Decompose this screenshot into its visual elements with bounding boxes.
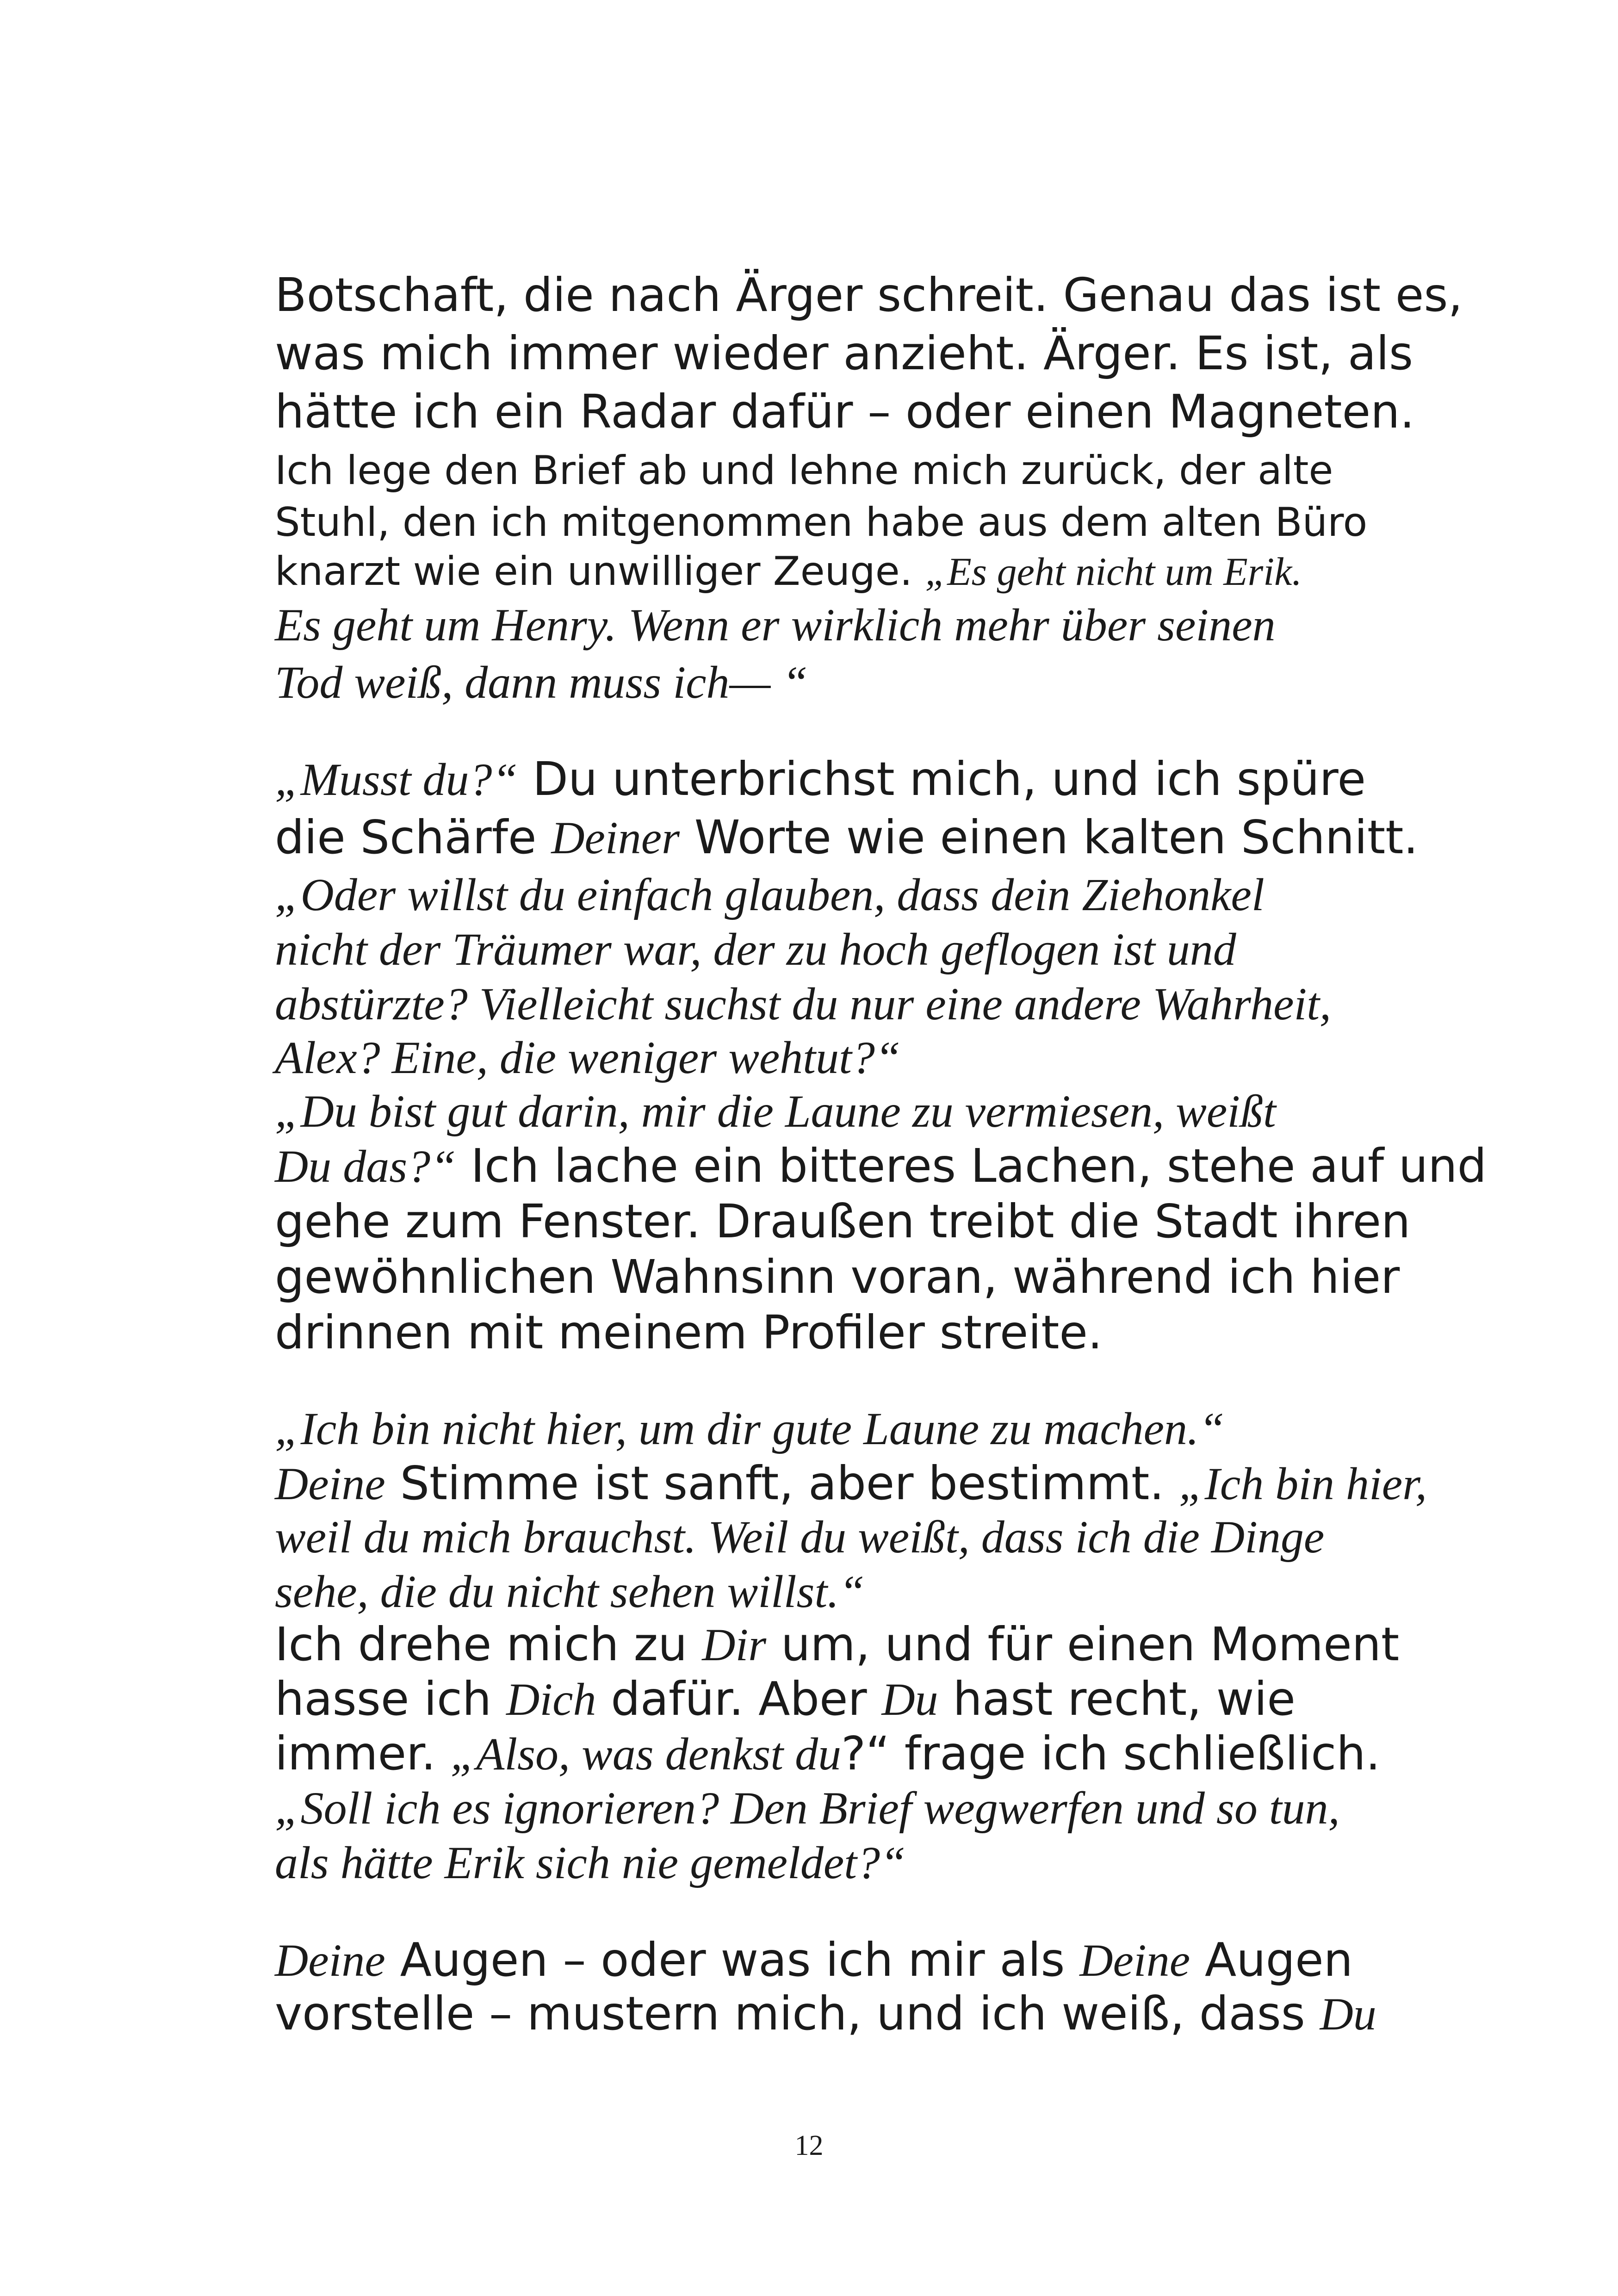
text-line: abstürzte? Vielleicht suchst du nur eine andere Wahrheit, (275, 978, 1332, 1030)
text-line: nicht der Träumer war, der zu hoch geflogen ist und (275, 924, 1236, 975)
text-line: vorstelle – mustern mich, und ich weiß, dass Du (275, 1986, 1376, 2041)
text-line: die Schärfe Deiner Worte wie einen kalten Schnitt. (275, 810, 1419, 864)
page-number: 12 (794, 2130, 824, 2161)
text-line: Deine Stimme ist sanft, aber bestimmt. „Ich bin hier, (275, 1456, 1427, 1510)
text-line: hasse ich Dich dafür. Aber Du hast recht, wie (275, 1672, 1296, 1726)
text-line: Es geht um Henry. Wenn er wirklich mehr über seinen (275, 599, 1276, 651)
text-line: sehe, die du nicht sehen willst.“ (275, 1566, 865, 1617)
text-line: „Soll ich es ignorieren? Den Brief wegwerfen und so tun, (275, 1782, 1340, 1834)
text-line: „Du bist gut darin, mir die Laune zu vermiesen, weißt (275, 1086, 1276, 1137)
text-line: drinnen mit meinem Profiler streite. (275, 1305, 1103, 1359)
text-line: „Oder willst du einfach glauben, dass dein Ziehonkel (275, 869, 1265, 920)
text-line: weil du mich brauchst. Weil du weißt, dass ich die Dinge (275, 1511, 1325, 1563)
text-line: „Musst du?“ Du unterbrichst mich, und ich spüre (275, 752, 1366, 806)
text-line: Deine Augen – oder was ich mir als Deine Augen (275, 1933, 1353, 1987)
text-line: immer. „Also, was denkst du?“ frage ich schließlich. (275, 1726, 1381, 1781)
text-line: knarzt wie ein unwilliger Zeuge. „Es geht nicht um Erik. (275, 548, 1302, 595)
text-line: Tod weiß, dann muss ich— “ (275, 657, 808, 708)
text-line: Stuhl, den ich mitgenommen habe aus dem alten Büro (275, 499, 1368, 546)
text-line: als hätte Erik sich nie gemeldet?“ (275, 1837, 906, 1888)
text-line: hätte ich ein Radar dafür – oder einen Magneten. (275, 385, 1415, 439)
text-line: Ich lege den Brief ab und lehne mich zurück, der alte (275, 447, 1333, 494)
text-line: gewöhnlichen Wahnsinn voran, während ich hier (275, 1250, 1400, 1304)
text-line: Du das?“ Ich lache ein bitteres Lachen, stehe auf und (275, 1139, 1487, 1193)
text-line: „Ich bin nicht hier, um dir gute Laune zu machen.“ (275, 1403, 1225, 1454)
text-line: was mich immer wieder anzieht. Ärger. Es ist, als (275, 326, 1413, 380)
text-line: Ich drehe mich zu Dir um, und für einen Moment (275, 1617, 1400, 1671)
text-line: gehe zum Fenster. Draußen treibt die Stadt ihren (275, 1194, 1411, 1248)
text-line: Botschaft, die nach Ärger schreit. Genau das ist es, (275, 268, 1463, 322)
text-line: Alex? Eine, die weniger wehtut?“ (275, 1032, 901, 1083)
